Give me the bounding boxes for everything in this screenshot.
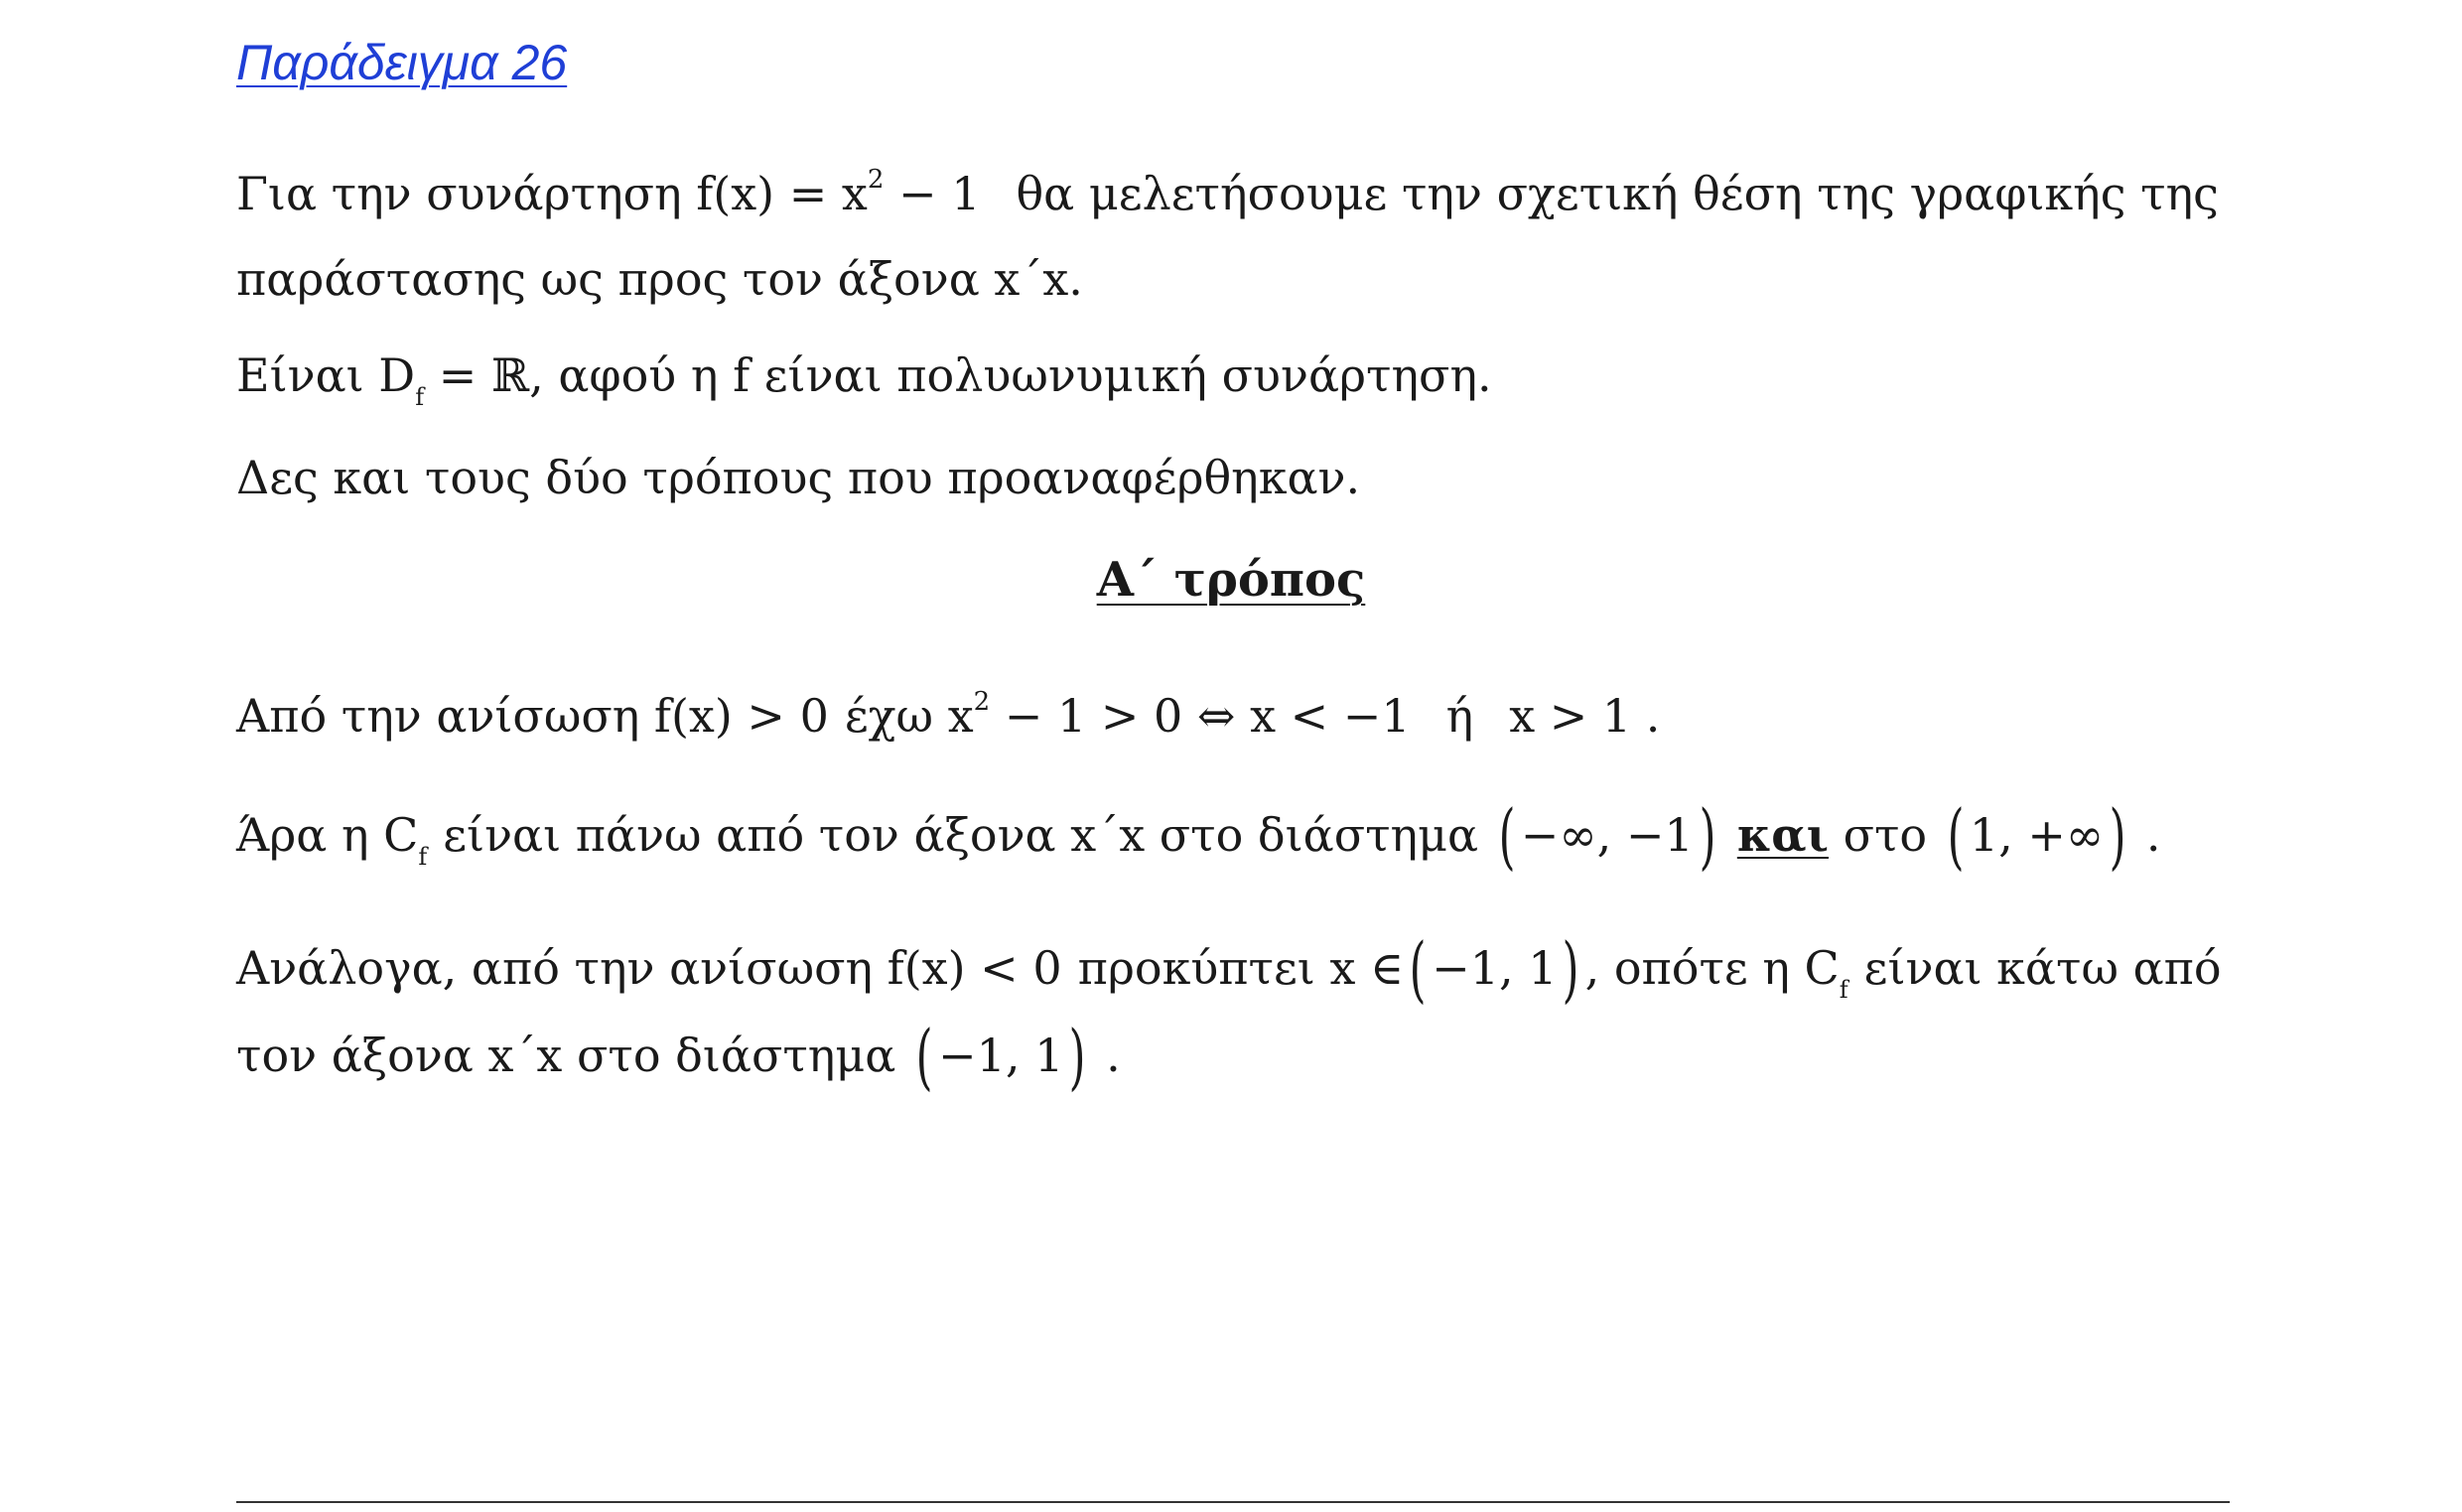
domain-line bbox=[236, 348, 1492, 411]
domain-subscript: f bbox=[415, 383, 425, 411]
example-title[interactable]: Παράδειγμα 26 bbox=[236, 35, 568, 90]
ineq-end: x > 1 . bbox=[1509, 689, 1661, 743]
ineq-mid: έχω bbox=[844, 689, 948, 743]
above-start: Άρα η C bbox=[236, 808, 419, 862]
positive-inequality-line bbox=[236, 687, 1661, 743]
below-start: Ανάλογα, από την ανίσωση bbox=[236, 941, 888, 995]
intro-line-1 bbox=[236, 165, 2219, 220]
method-a-heading: Α΄ τρόπος bbox=[1096, 552, 1366, 608]
below-subscript: f bbox=[1839, 976, 1848, 1004]
method-note: Δες και τους δύο τρόπους που προαναφέρθηκαν. bbox=[236, 451, 1361, 504]
function-exponent: 2 bbox=[867, 165, 885, 195]
domain-start: Είναι D bbox=[236, 348, 416, 402]
above-end: . bbox=[2131, 808, 2161, 862]
ineq-fx-negative: f(x) < 0 bbox=[887, 941, 1062, 995]
domain-rest: , αφού η f είναι πολυωνυμική συνάρτηση. bbox=[529, 348, 1492, 402]
interval-pos-infinity: 1, +∞ bbox=[1969, 808, 2105, 862]
below-rest: είναι κάτω από bbox=[1863, 941, 2222, 995]
interval-minus1-1-second: −1, 1 bbox=[938, 1029, 1064, 1082]
below-line2: τον άξονα x΄x στο διάστημα bbox=[236, 1029, 910, 1082]
interval-neg-infinity: −∞, −1 bbox=[1520, 808, 1694, 862]
intro-text: Για την συνάρτηση bbox=[236, 167, 697, 220]
domain-equals: = ℝ bbox=[424, 348, 530, 402]
above-mid: είναι πάνω από τον άξονα x΄x στο διάστημα bbox=[443, 808, 1493, 862]
ineq-solution: − 1 > 0 ⇔ x < −1 bbox=[990, 689, 1411, 743]
footer-divider bbox=[236, 1501, 2230, 1503]
ineq-x: x bbox=[947, 689, 974, 743]
above-subscript: f bbox=[418, 843, 428, 871]
interval-minus1-1: −1, 1 bbox=[1432, 941, 1558, 995]
function-definition: f(x) = x bbox=[696, 167, 868, 220]
above-sto: στο bbox=[1828, 808, 1942, 862]
below-axis-line-1: Ανάλογα, από την ανίσωση f(x) < 0 προκύπτει x ∈( −1, 1) , οπότε η $C_f$ είναι κάτω από bbox=[236, 927, 2222, 1011]
and-word: και bbox=[1736, 808, 1829, 862]
ineq-exponent: 2 bbox=[973, 687, 991, 717]
below-mid: προκύπτει x ∈ bbox=[1077, 941, 1405, 995]
below-axis-line-2: τον άξονα x΄x στο διάστημα ( −1, 1) . bbox=[236, 1015, 1121, 1098]
ineq-start: Από την ανίσωση bbox=[236, 689, 654, 743]
below-end: . bbox=[1091, 1029, 1121, 1082]
function-constant: − 1 bbox=[884, 167, 981, 220]
below-mid2: , οπότε η C bbox=[1584, 941, 1840, 995]
ineq-or: ή bbox=[1445, 689, 1474, 743]
intro-rest: θα μελετήσουμε την σχετική θέση της γραφικής της bbox=[1016, 167, 2219, 220]
above-axis-line: Άρα η $C_f$ είναι πάνω από τον άξονα x΄x στο διάστημα ( −∞, −1) και στο ( 1, +∞) . bbox=[236, 794, 2161, 878]
intro-line-2: παράστασης ως προς τον άξονα x΄x. bbox=[236, 252, 1083, 306]
ineq-fx-positive: f(x) > 0 bbox=[653, 689, 829, 743]
